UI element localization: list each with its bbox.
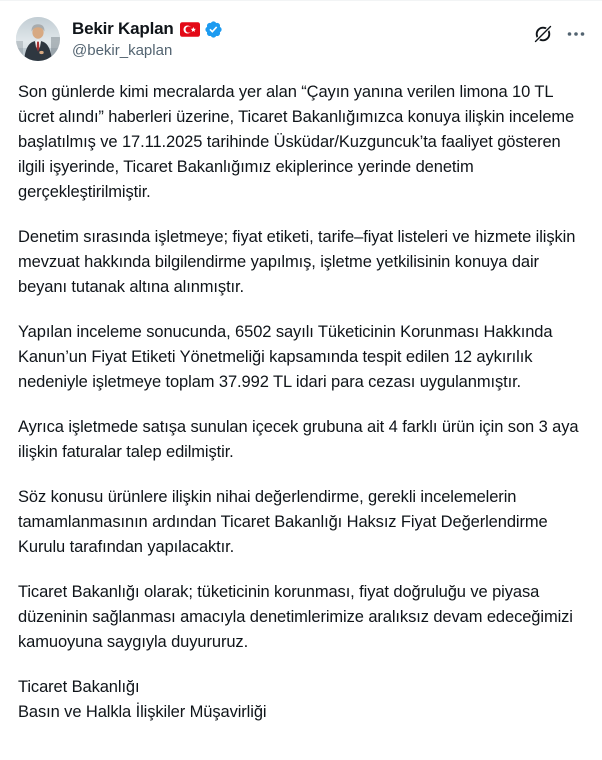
author-name[interactable]: Bekir Kaplan (72, 19, 174, 38)
post-paragraph-4: Ayrıca işletmede satışa sunulan içecek grubuna ait 4 farklı ürün için son 3 aya ilişkin faturalar talep edilmiştir. (18, 418, 579, 461)
more-button[interactable] (566, 24, 586, 44)
post-signature (18, 675, 584, 725)
tweet-text (18, 80, 584, 725)
avatar-portrait-image (16, 17, 60, 61)
turkey-flag-icon (180, 22, 200, 37)
signature-line-1: Ticaret Bakanlığı (18, 678, 140, 696)
tweet-card (0, 1, 602, 725)
tweet-actions (533, 17, 586, 44)
grok-button[interactable] (533, 24, 553, 44)
author-block (72, 17, 533, 59)
author-name-row (72, 19, 533, 39)
tweet-header (16, 17, 586, 61)
post-paragraph-1: Son günlerde kimi mecralarda yer alan “Çayın yanına verilen limona 10 TL ücret alındı” haberleri üzerine, Ticaret Bakanlığımızca konuya ilişkin inceleme başlatılmış ve 17.11.2025 tarihinde Üsküdar/Kuzguncuk’ta faaliyet gösteren ilgili işyerinde, Ticaret Bakanlığımız ekiplerince yerinde denetim gerçekleştirilmiştir. (18, 83, 575, 201)
grok-icon (533, 24, 553, 44)
signature-line-2: Basın ve Halkla İlişkiler Müşavirliği (18, 703, 267, 721)
post-paragraph-2: Denetim sırasında işletmeye; fiyat etiketi, tarife–fiyat listeleri ve hizmete ilişkin mevzuat hakkında bilgilendirme yapılmış, işletme yetkilisinin konuya dair beyanı tutanak altına alınmıştır. (18, 228, 576, 296)
more-icon (566, 24, 586, 44)
post-paragraph-3: Yapılan inceleme sonucunda, 6502 sayılı Tüketicinin Korunması Hakkında Kanun’un Fiyat Etiketi Yönetmeliği kapsamında tespit edilen 12 aykırılık nedeniyle işletmeye toplam 37.992 TL idari para cezası uygulanmıştır. (18, 323, 553, 391)
post-paragraph-6: Ticaret Bakanlığı olarak; tüketicinin korunması, fiyat doğruluğu ve piyasa düzeninin sağlanması amacıyla denetimlerimize aralıksız devam edeceğimizi kamuoyuna saygıyla duyururuz. (18, 583, 573, 651)
verified-badge-icon (204, 20, 223, 39)
post-paragraph-5: Söz konusu ürünlere ilişkin nihai değerlendirme, gerekli incelemelerin tamamlanmasının ardından Ticaret Bakanlığı Haksız Fiyat Değerlendirme Kurulu tarafından yapılacaktır. (18, 488, 548, 556)
avatar[interactable] (16, 17, 60, 61)
author-handle[interactable]: @bekir_kaplan (72, 42, 173, 59)
